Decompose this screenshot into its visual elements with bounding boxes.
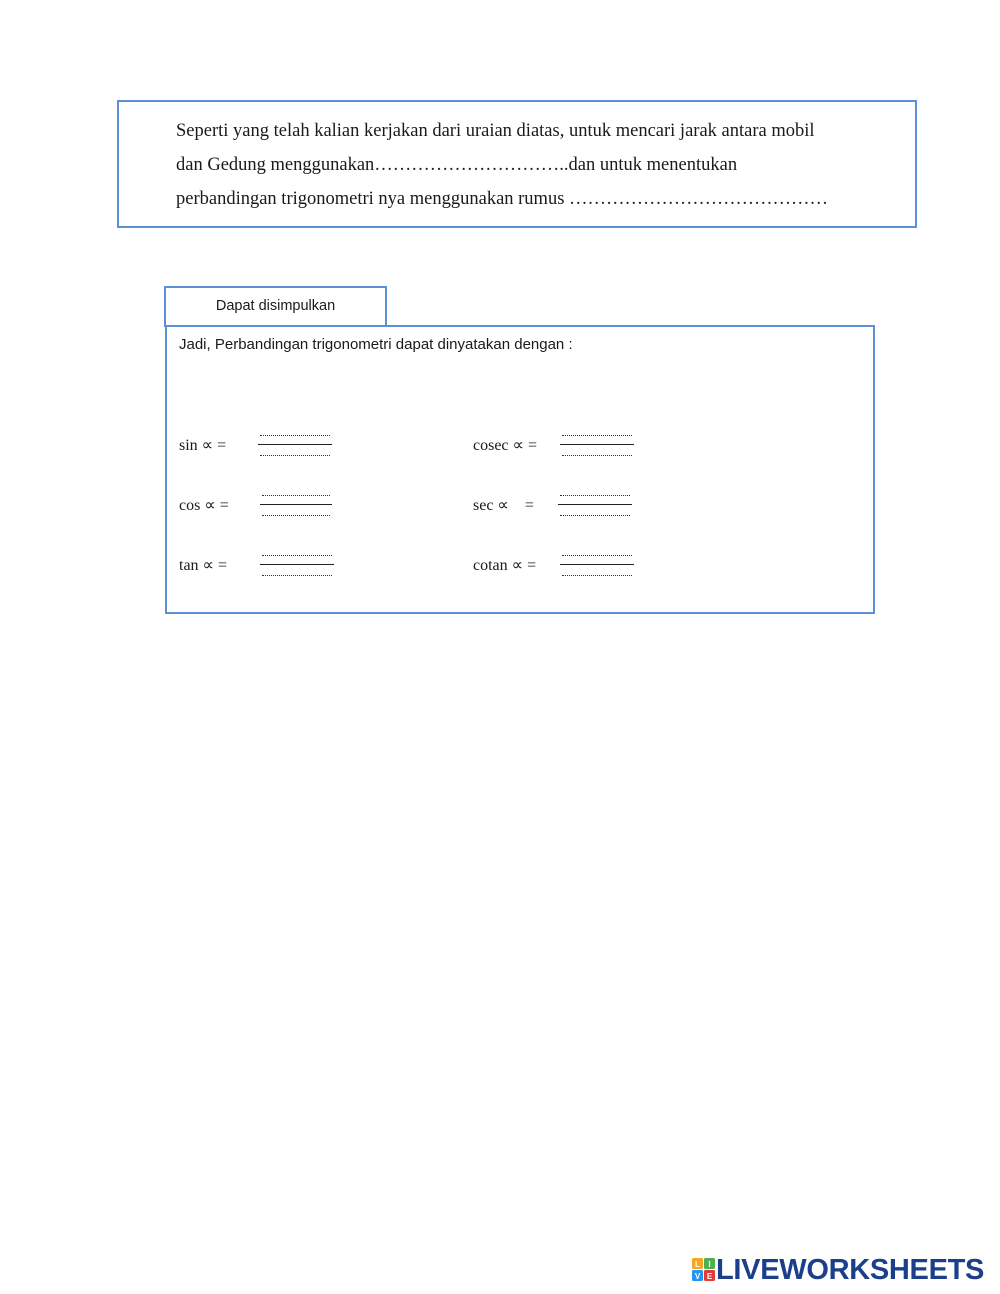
logo-letter-e: E bbox=[706, 1272, 713, 1281]
fraction-sec bbox=[558, 485, 632, 525]
formula-cotan bbox=[473, 545, 673, 585]
formula-label-sin: sin ∝ = bbox=[179, 437, 227, 454]
formula-label-tan: tan ∝ = bbox=[179, 557, 227, 574]
liveworksheets-wordmark: LIVEWORKSHEETS bbox=[716, 1254, 985, 1286]
liveworksheets-brand[interactable] bbox=[692, 1253, 992, 1285]
instruction-text bbox=[176, 114, 896, 216]
denominator-blank[interactable] bbox=[560, 515, 630, 516]
formula-label-cos: cos ∝ = bbox=[179, 497, 229, 514]
numerator-blank[interactable] bbox=[562, 555, 632, 556]
denominator-blank[interactable] bbox=[262, 515, 330, 516]
fraction-bar bbox=[258, 444, 332, 445]
formula-label-cosec: cosec ∝ = bbox=[473, 437, 537, 454]
formula-tan bbox=[179, 545, 349, 585]
numerator-blank[interactable] bbox=[560, 495, 630, 496]
conclusion-tab-label: Dapat disimpulkan bbox=[215, 298, 336, 314]
fraction-cos bbox=[260, 485, 332, 525]
denominator-blank[interactable] bbox=[562, 455, 632, 456]
instruction-box bbox=[117, 100, 917, 228]
formula-sec bbox=[473, 485, 673, 525]
denominator-blank[interactable] bbox=[562, 575, 632, 576]
fraction-cotan bbox=[560, 545, 634, 585]
logo-letter-l: L bbox=[695, 1260, 700, 1269]
fraction-bar bbox=[558, 504, 632, 505]
conclusion-box bbox=[165, 325, 875, 614]
fraction-bar bbox=[260, 504, 332, 505]
conclusion-intro: Jadi, Perbandingan trigonometri dapat dinyatakan dengan : bbox=[179, 336, 573, 353]
fraction-bar bbox=[560, 444, 634, 445]
liveworksheets-logo-icon bbox=[692, 1258, 716, 1282]
fraction-bar bbox=[560, 564, 634, 565]
instruction-line-1: Seperti yang telah kalian kerjakan dari uraian diatas, untuk mencari jarak antara mobil bbox=[176, 121, 815, 141]
numerator-blank[interactable] bbox=[262, 495, 330, 496]
formula-cosec bbox=[473, 425, 673, 465]
numerator-blank[interactable] bbox=[262, 555, 332, 556]
fraction-tan bbox=[260, 545, 334, 585]
formula-cos bbox=[179, 485, 349, 525]
logo-letter-i: I bbox=[708, 1260, 711, 1269]
numerator-blank[interactable] bbox=[562, 435, 632, 436]
numerator-blank[interactable] bbox=[260, 435, 330, 436]
formula-label-sec: sec ∝ = bbox=[473, 497, 534, 514]
fraction-cosec bbox=[560, 425, 634, 465]
fraction-sin bbox=[258, 425, 332, 465]
fraction-bar bbox=[260, 564, 334, 565]
instruction-line-2: dan Gedung menggunakan…………………………..dan untuk menentukan bbox=[176, 155, 738, 175]
formula-label-cotan: cotan ∝ = bbox=[473, 557, 537, 574]
conclusion-tab bbox=[164, 286, 387, 327]
instruction-line-3: perbandingan trigonometri nya menggunakan rumus …………………………………… bbox=[176, 189, 829, 209]
formula-sin bbox=[179, 425, 349, 465]
denominator-blank[interactable] bbox=[262, 575, 332, 576]
denominator-blank[interactable] bbox=[260, 455, 330, 456]
logo-letter-v: V bbox=[694, 1272, 701, 1281]
